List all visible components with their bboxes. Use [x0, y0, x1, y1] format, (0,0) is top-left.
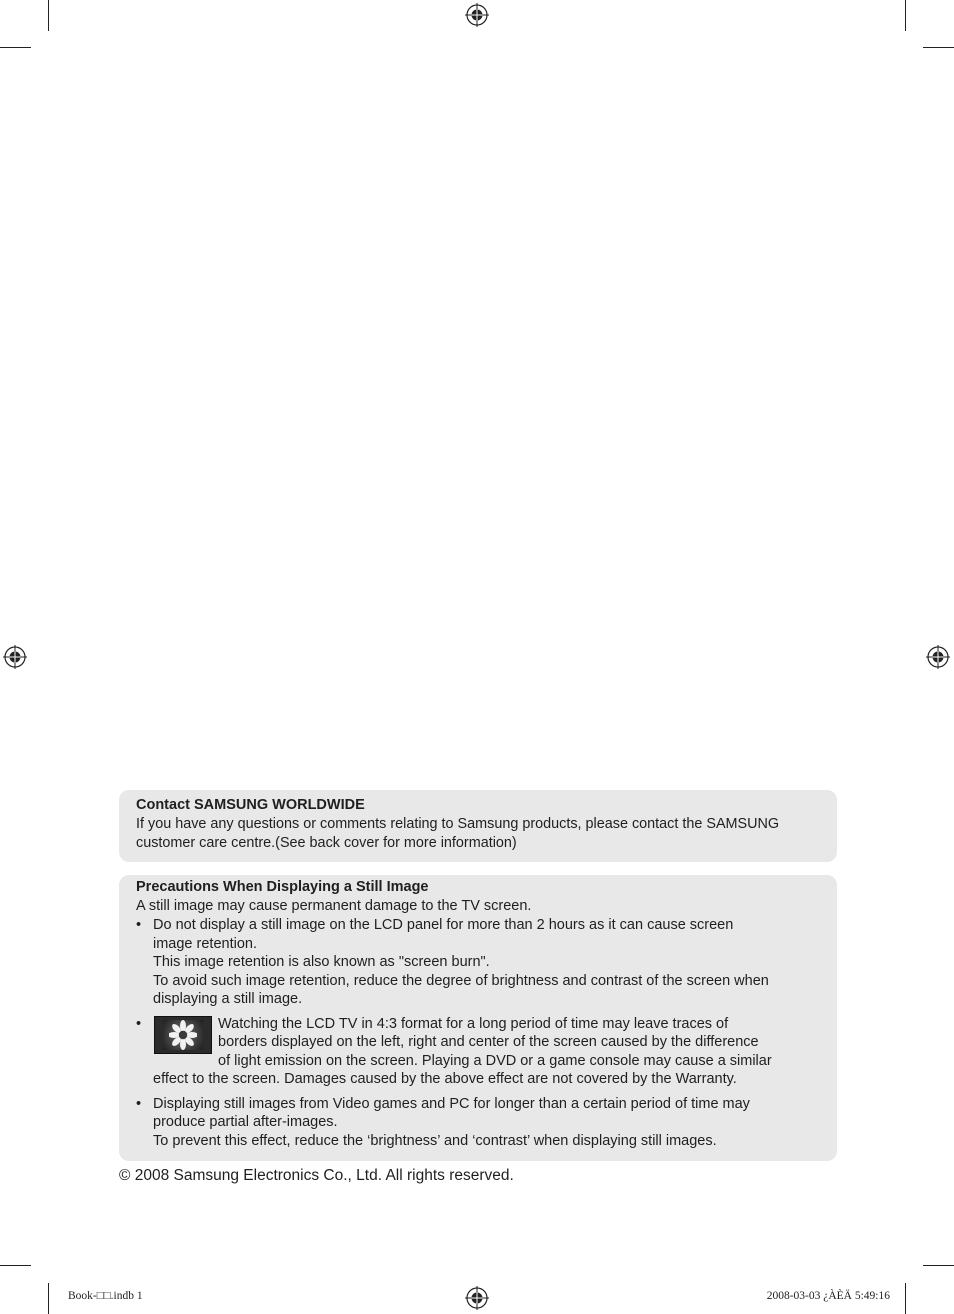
list-item-line: To prevent this effect, reduce the ‘brightness’ and ‘contrast’ when displaying still images.: [153, 1132, 717, 1149]
list-item-line: image retention.: [153, 935, 257, 952]
bullet: •: [136, 917, 142, 933]
contact-line: customer care centre.(See back cover for more information): [136, 835, 517, 851]
contact-text: [136, 815, 820, 853]
registration-mark-icon: [465, 3, 489, 27]
precautions-intro: A still image may cause permanent damage to the TV screen.: [136, 898, 532, 914]
precautions-list: [136, 916, 820, 1150]
crop-mark: [923, 1265, 954, 1266]
bullet: •: [136, 1015, 142, 1032]
registration-mark-icon: [926, 645, 950, 669]
list-item-line: This image retention is also known as "screen burn".: [153, 954, 490, 970]
bullet: •: [136, 1095, 142, 1112]
list-item: [136, 1095, 820, 1151]
footer-timestamp: 2008-03-03 ¿ÀÈÄ 5:49:16: [766, 1290, 890, 1302]
list-item-line: To avoid such image retention, reduce the degree of brightness and contrast of the screen when: [153, 972, 769, 989]
registration-mark-icon: [3, 645, 27, 669]
copyright-text: © 2008 Samsung Electronics Co., Ltd. All rights reserved.: [119, 1167, 514, 1184]
list-item-line: Watching the LCD TV in 4:3 format for a long period of time may leave traces of: [218, 1015, 729, 1032]
contact-title: Contact SAMSUNG WORLDWIDE: [136, 797, 365, 813]
tv-flower-thumbnail-icon: [154, 1016, 212, 1054]
contact-line: If you have any questions or comments relating to Samsung products, please contact the SAMSUNG: [136, 816, 780, 832]
list-item-line: of light emission on the screen. Playing a DVD or a game console may cause a similar: [218, 1052, 772, 1069]
registration-mark-icon: [465, 1286, 489, 1310]
list-item-line: Do not display a still image on the LCD panel for more than 2 hours as it can cause screen: [153, 917, 734, 933]
list-item-line: displaying a still image.: [153, 991, 303, 1007]
precautions-title: Precautions When Displaying a Still Image: [136, 879, 429, 895]
contact-box: [119, 790, 837, 862]
list-item-line: produce partial after-images.: [153, 1114, 338, 1130]
list-item-line: borders displayed on the left, right and center of the screen caused by the difference: [218, 1034, 759, 1050]
list-item: [136, 1015, 820, 1089]
list-item-line: effect to the screen. Damages caused by the above effect are not covered by the Warranty.: [153, 1071, 737, 1087]
list-item-line: Displaying still images from Video games and PC for longer than a certain period of time may: [153, 1095, 750, 1112]
precautions-box: [119, 875, 837, 1161]
crop-mark: [48, 1283, 49, 1314]
footer-file-info: Book-□□.indb 1: [68, 1290, 143, 1302]
crop-mark: [48, 0, 49, 31]
crop-mark: [905, 0, 906, 31]
crop-mark: [0, 1265, 31, 1266]
crop-mark: [905, 1283, 906, 1314]
list-item: [136, 916, 820, 1009]
crop-mark: [923, 47, 954, 48]
crop-mark: [0, 47, 31, 48]
